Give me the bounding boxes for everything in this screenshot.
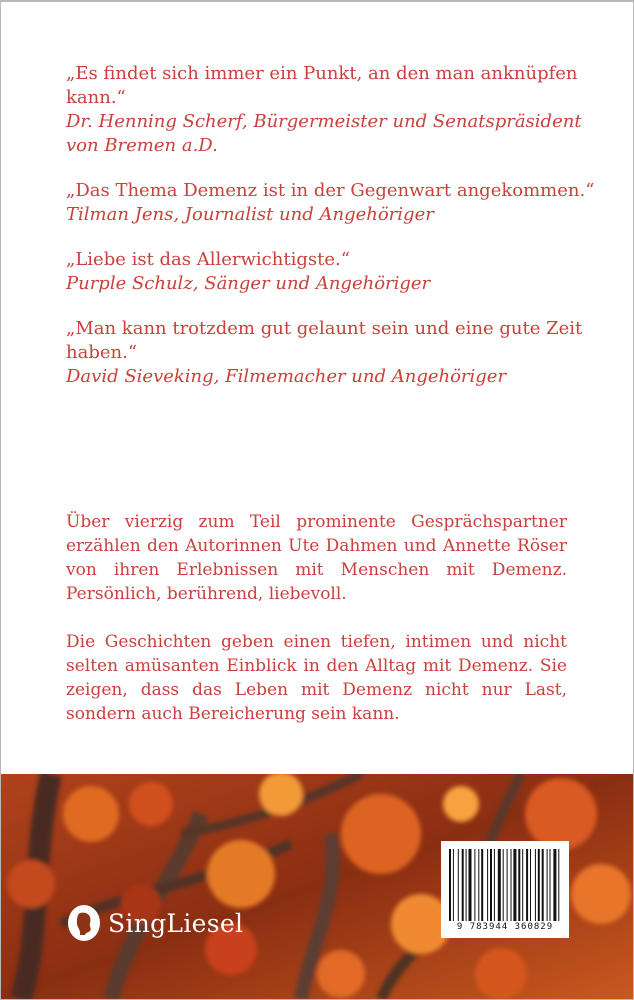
- publisher-name: SingLiesel: [108, 908, 244, 938]
- quote-text: „Man kann trotzdem gut gelaunt sein und eine gute Zeit haben.“: [66, 318, 583, 363]
- quote-author: Dr. Henning Scherf, Bürgermeister und Senatspräsident: [66, 111, 582, 132]
- barcode-bar: [507, 849, 508, 921]
- quote-author: Tilman Jens, Journalist und Angehöriger: [66, 204, 434, 225]
- barcode-bar: [542, 849, 544, 921]
- barcode-bar: [513, 849, 516, 921]
- barcode-bar: [466, 849, 467, 921]
- barcode-bar: [522, 849, 523, 921]
- barcode-bar: [469, 849, 472, 921]
- barcode-bar: [558, 849, 559, 921]
- quote-text: „Es findet sich immer ein Punkt, an den man anknüpfen kann.“: [66, 63, 578, 108]
- barcode-bar: [518, 849, 520, 921]
- quote-text: „Das Thema Demenz ist in der Gegenwart angekommen.“: [66, 180, 595, 201]
- description-paragraph-2: Die Geschichten geben einen tiefen, intimen und nicht selten amüsanten Einblick in den Alltag mit Demenz. Sie zeigen, dass das Leben mit Demenz nicht nur Last, sondern auch Bereicherung sein kann.: [66, 632, 567, 724]
- barcode-bar: [530, 849, 531, 921]
- barcode-bar: [538, 849, 540, 921]
- barcode-bar: [553, 849, 556, 921]
- barcode-bar: [494, 849, 495, 921]
- barcode-bar: [490, 849, 492, 921]
- barcode-bar: [511, 849, 512, 921]
- quote-3: [66, 248, 606, 296]
- barcode-bar: [453, 849, 454, 921]
- quote-text: „Liebe ist das Allerwichtigste.“: [66, 249, 350, 270]
- quotes-section: [66, 62, 606, 410]
- quote-4: [66, 317, 606, 389]
- barcode-bars: [449, 849, 561, 921]
- barcode-bar: [550, 849, 551, 921]
- publisher-logo: [66, 903, 243, 943]
- barcode-number: 9 783944 360829: [456, 922, 554, 932]
- barcode-bar: [449, 849, 451, 921]
- barcode-bar: [481, 849, 483, 921]
- quote-2: [66, 179, 606, 227]
- quote-1: [66, 62, 606, 158]
- barcode-bar: [547, 849, 548, 921]
- barcode-bar: [487, 849, 488, 921]
- quote-author: Purple Schulz, Sänger und Angehöriger: [66, 273, 431, 294]
- barcode-bar: [474, 849, 475, 921]
- barcode-bar: [526, 849, 528, 921]
- barcode-bar: [462, 849, 464, 921]
- book-description: [66, 510, 567, 750]
- barcode-bar: [503, 849, 504, 921]
- quote-author: David Sieveking, Filmemacher und Angehöriger: [66, 366, 507, 387]
- description-paragraph-1: Über vierzig zum Teil prominente Gesprächspartner erzählen den Autorinnen Ute Dahmen und Annette Röser von ihren Erlebnissen mit Menschen mit Demenz. Persönlich, berührend, liebevoll.: [66, 512, 567, 604]
- quote-author-continued: von Bremen a.D.: [66, 135, 218, 156]
- barcode-bar: [458, 849, 459, 921]
- barcode-bar: [498, 849, 501, 921]
- singliesel-head-icon: [66, 903, 102, 943]
- isbn-barcode: [441, 841, 569, 938]
- barcode-bar: [535, 849, 536, 921]
- barcode-bar: [478, 849, 479, 921]
